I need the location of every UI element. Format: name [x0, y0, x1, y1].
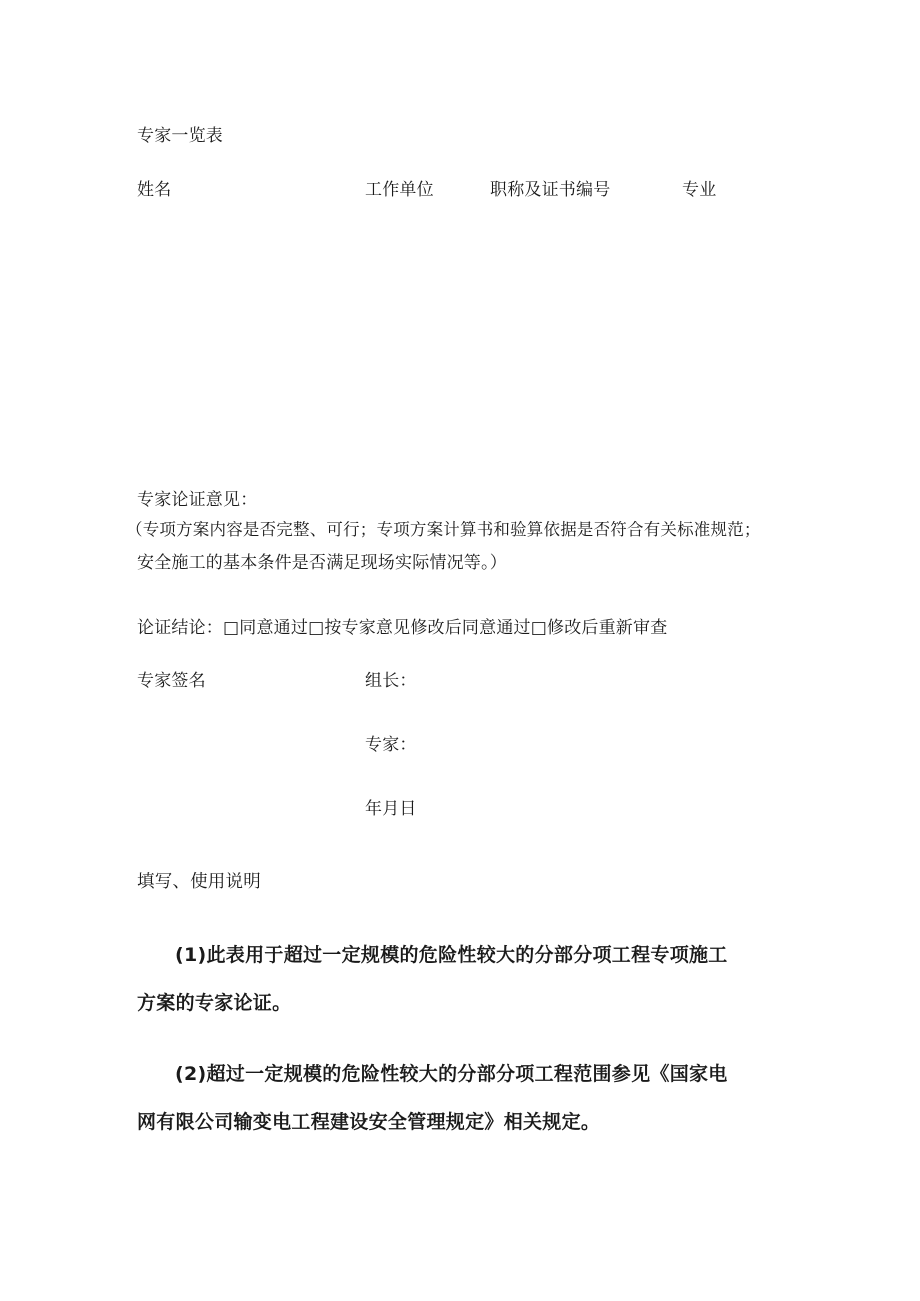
column-header-title-certificate: 职称及证书编号 — [490, 180, 611, 200]
signature-label: 专家签名 — [137, 671, 206, 691]
column-header-name: 姓名 — [137, 180, 172, 200]
conclusion-label: 论证结论： — [137, 618, 223, 638]
instruction-item1-line1: (1)此表用于超过一定规模的危险性较大的分部分项工程专项施工 — [175, 944, 728, 966]
signature-leader: 组长： — [365, 671, 417, 691]
instructions-title: 填写、使用说明 — [137, 872, 261, 892]
conclusion-option-re-review[interactable]: □修改后重新审查 — [530, 618, 668, 638]
opinion-note-line2: 安全施工的基本条件是否满足现场实际情况等。） — [137, 553, 507, 573]
column-header-specialty: 专业 — [682, 180, 717, 200]
conclusion-option-approve[interactable]: □同意通过 — [223, 618, 309, 638]
signature-date: 年月日 — [365, 799, 417, 819]
opinion-heading: 专家论证意见： — [137, 490, 258, 510]
opinion-note-line1: （专项方案内容是否完整、可行；专项方案计算书和验算依据是否符合有关标准规范； — [126, 520, 761, 539]
signature-expert: 专家： — [365, 735, 417, 755]
column-header-organization: 工作单位 — [365, 180, 434, 200]
conclusion-row — [137, 620, 667, 637]
expert-list-title: 专家一览表 — [137, 126, 223, 146]
conclusion-option-approve-after-revision[interactable]: □按专家意见修改后同意通过 — [308, 618, 531, 638]
instruction-item2-line2: 网有限公司输变电工程建设安全管理规定》相关规定。 — [137, 1111, 601, 1133]
instruction-item2-line1: (2)超过一定规模的危险性较大的分部分项工程范围参见《国家电 — [175, 1063, 728, 1085]
instruction-item1-line2: 方案的专家论证。 — [137, 992, 292, 1014]
